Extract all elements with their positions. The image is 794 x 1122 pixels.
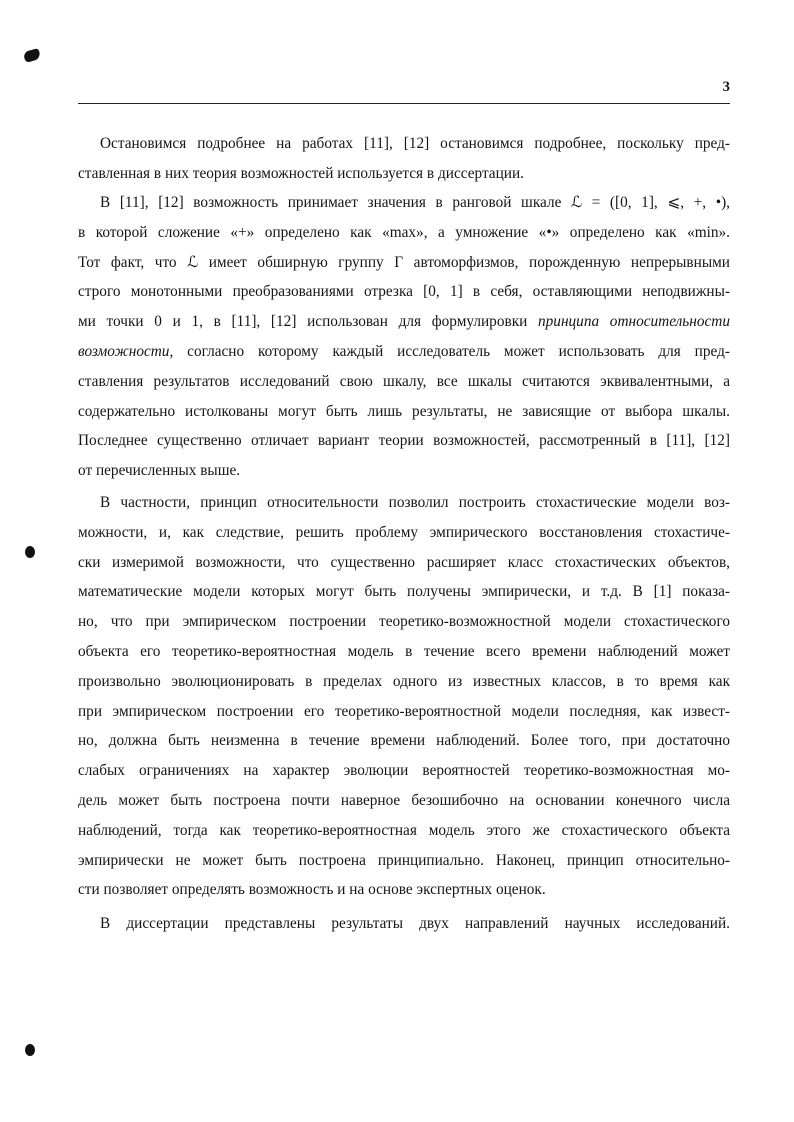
paragraph-line: эмпирически не может быть построена принципиально. Наконец, принцип относительно- [78, 851, 730, 869]
scan-mark-bottom [25, 1044, 35, 1056]
paragraph-line: при эмпирическом построении его теоретико-вероятностной модели последняя, как извест- [78, 702, 730, 720]
scan-mark-middle [25, 546, 35, 558]
paragraph-line: Тот факт, что ℒ имеет обширную группу Γ автоморфизмов, порожденную непрерывными [78, 253, 730, 271]
paragraph-4 [78, 909, 730, 939]
paragraph-line-emphasis-2 [78, 337, 730, 367]
paragraph-line: ски измеримой возможности, что существенно расширяет класс стохастических объектов, [78, 553, 730, 571]
scan-mark-top [23, 48, 41, 63]
paragraph-line: В диссертации представлены результаты двух направлений научных исследований. [100, 915, 730, 932]
header-rule [78, 103, 730, 104]
paragraph-line: от перечисленных выше. [78, 462, 241, 480]
paragraph-line: объекта его теоретико-вероятностная модель в течение всего времени наблюдений может [78, 642, 730, 660]
paragraph-1 [78, 129, 730, 189]
paragraph-line: слабых ограничениях на характер эволюции вероятностей теоретико-возможностная мо- [78, 762, 730, 780]
paragraph-line: содержательно истолкованы могут быть лишь результаты, не зависящие от выбора шкалы. [78, 402, 730, 420]
paragraph-line: наблюдений, тогда как теоретико-вероятностная модель этого же стохастического объекта [78, 821, 730, 839]
emphasis-text: принципа относительности [538, 313, 730, 331]
paragraph-line: Остановимся подробнее на работах [11], [12] остановимся подробнее, поскольку пред- [100, 135, 730, 152]
paragraph-line: но, должна быть неизменна в течение времени наблюдений. Более того, при достаточно [78, 732, 730, 750]
paragraph-line: математические модели которых могут быть получены эмпирически, и т.д. В [1] показа- [78, 583, 730, 601]
paragraph-line: строго монотонными преобразованиями отрезка [0, 1] в себя, оставляющими неподвижны- [78, 283, 730, 301]
paragraph-line: можности, и, как следствие, решить проблему эмпирического восстановления стохастиче- [78, 523, 730, 541]
paragraph-text: ми точки 0 и 1, в [11], [12] использован для формулировки [78, 313, 538, 331]
paragraph-line: произвольно эволюционировать в пределах одного из известных классов, в то время как [78, 672, 730, 690]
paragraph-line-emphasis-1 [78, 307, 730, 337]
page-number: 3 [722, 79, 730, 95]
paragraph-line: В частности, принцип относительности позволил построить стохастические модели воз- [100, 494, 730, 511]
paragraph-line: ставленная в них теория возможностей используется в диссертации. [78, 164, 524, 182]
paragraph-2 [78, 188, 730, 486]
paragraph-3 [78, 488, 730, 905]
paragraph-line: Последнее существенно отличает вариант теории возможностей, рассмотренный в [11], [12] [78, 432, 730, 450]
paragraph-line: но, что при эмпирическом построении теоретико-возможностной модели стохастического [78, 613, 730, 631]
paragraph-line: в которой сложение «+» определено как «max», а умножение «•» определено как «min». [78, 223, 730, 241]
paragraph-line: ставления результатов исследований свою шкалу, все шкалы считаются эквивалентными, а [78, 372, 730, 390]
paragraph-text: , согласно которому каждый исследователь может использовать для пред- [169, 342, 730, 360]
paragraph-line: сти позволяет определять возможность и на основе экспертных оценок. [78, 881, 546, 899]
emphasis-text: возможности [78, 342, 170, 360]
paragraph-line: В [11], [12] возможность принимает значения в ранговой шкале ℒ = ([0, 1], ⩽, +, •), [100, 194, 730, 211]
paragraph-line: дель может быть построена почти наверное безошибочно на основании конечного числа [78, 791, 730, 809]
